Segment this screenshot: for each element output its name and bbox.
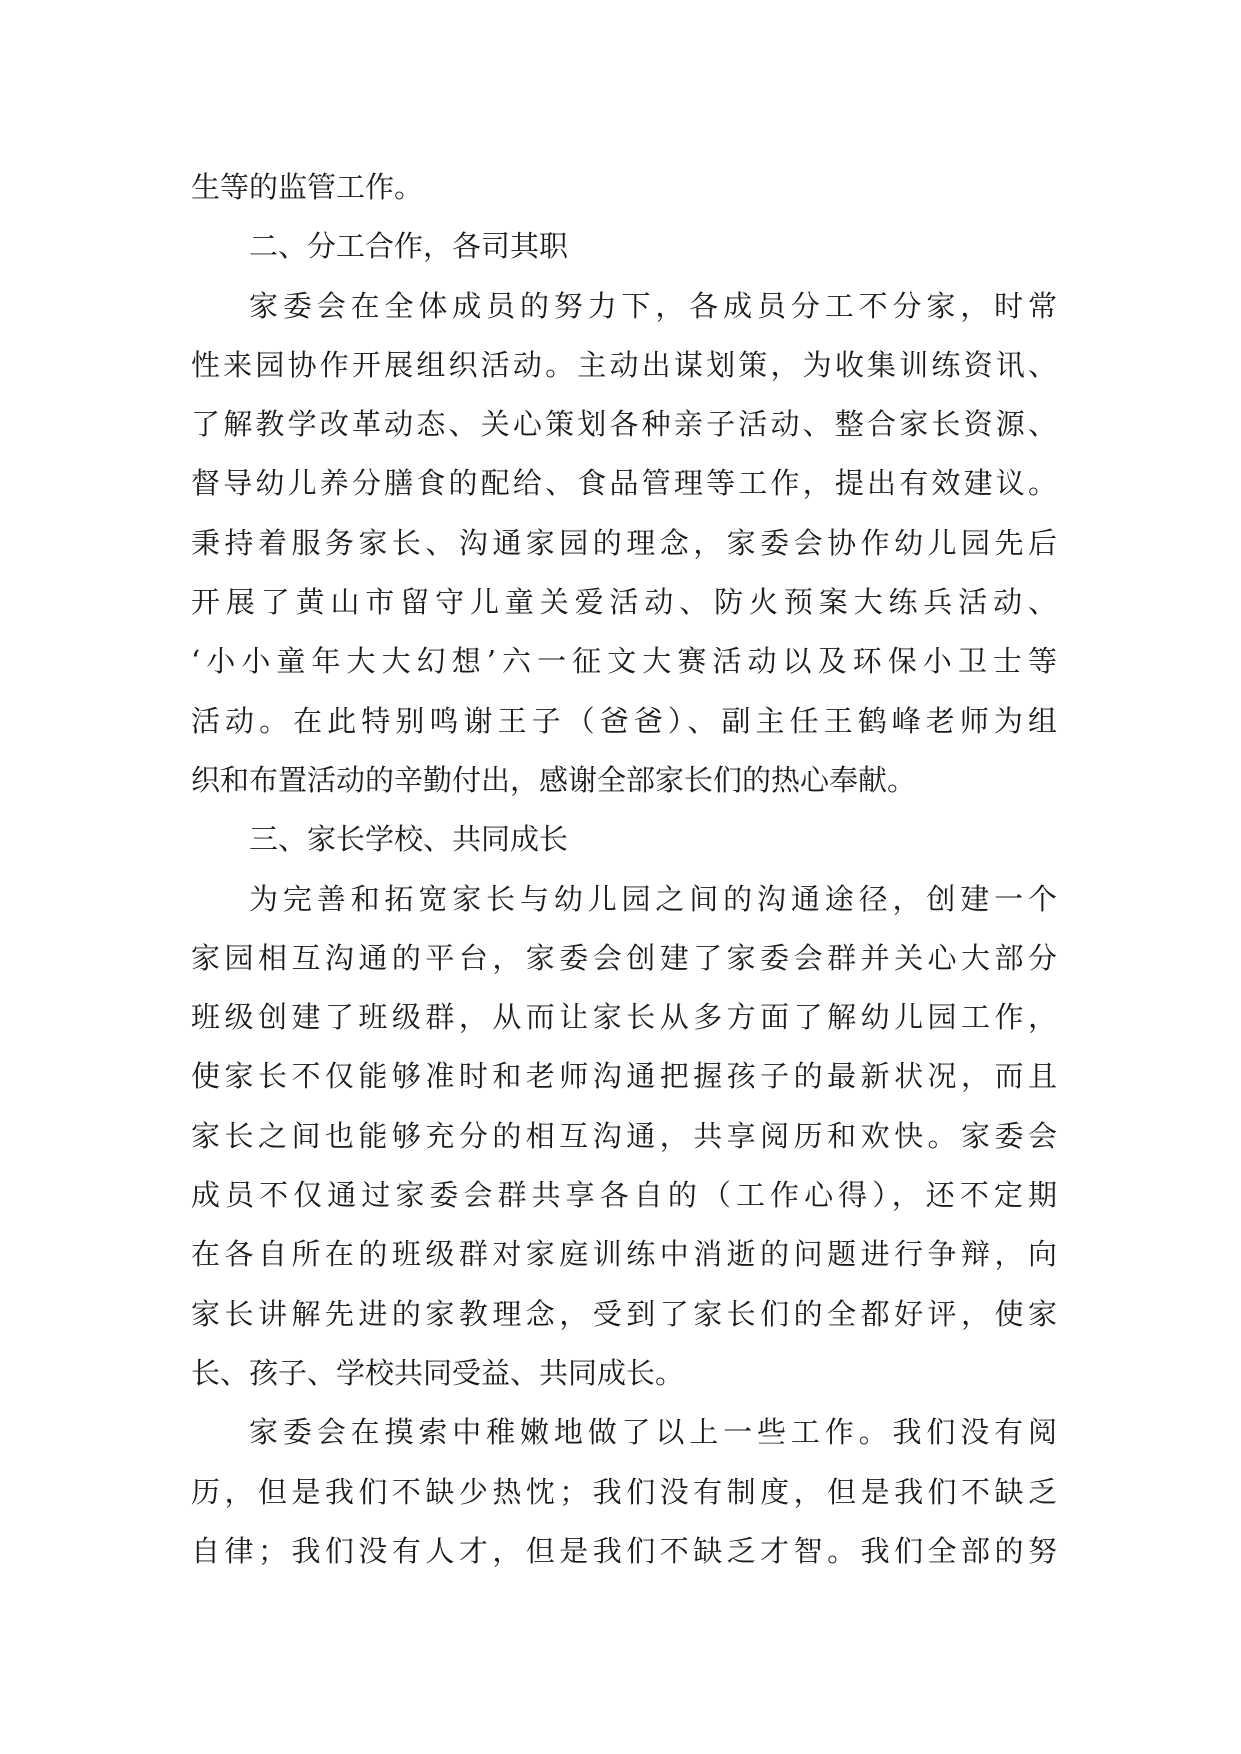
section-heading: 二、分工合作，各司其职 <box>249 229 569 264</box>
text-line: 长、孩子、学校共同受益、共同成长。 <box>191 1355 685 1390</box>
text-line: 秉持着服务家长、沟通家园的理念，家委会协作幼儿园先后 <box>191 525 1057 560</box>
text-line: 性来园协作开展组织活动。主动出谋划策，为收集训练资讯、 <box>191 347 1057 382</box>
text-line: 家长之间也能够充分的相互沟通，共享阅历和欢快。家委会 <box>191 1118 1057 1153</box>
text-line: 开展了黄山市留守儿童关爱活动、防火预案大练兵活动、 <box>191 585 1057 620</box>
text-line: 班级创建了班级群，从而让家长从多方面了解幼儿园工作， <box>191 1000 1057 1035</box>
text-line: 织和布置活动的辛勤付出，感谢全部家长们的热心奉献。 <box>191 762 917 797</box>
text-line: 家委会在摸索中稚嫩地做了以上一些工作。我们没有阅 <box>249 1415 1057 1450</box>
text-line: 了解教学改革动态、关心策划各种亲子活动、整合家长资源、 <box>191 407 1057 442</box>
text-line: 家园相互沟通的平台，家委会创建了家委会群并关心大部分 <box>191 940 1057 975</box>
text-line: 家委会在全体成员的努力下，各成员分工不分家，时常 <box>249 288 1057 323</box>
text-line: 督导幼儿养分膳食的配给、食品管理等工作，提出有效建议。 <box>191 466 1057 501</box>
text-line: 在各自所在的班级群对家庭训练中消逝的问题进行争辩，向 <box>191 1237 1057 1272</box>
text-line: 活动。在此特别鸣谢王子（爸爸）、副主任王鹤峰老师为组 <box>191 703 1057 738</box>
text-line: 为完善和拓宽家长与幼儿园之间的沟通途径，创建一个 <box>249 881 1057 916</box>
text-line: 历，但是我们不缺少热忱；我们没有制度，但是我们不缺乏 <box>191 1474 1057 1509</box>
text-line: 家长讲解先进的家教理念，受到了家长们的全都好评，使家 <box>191 1296 1057 1331</box>
section-heading: 三、家长学校、共同成长 <box>249 822 569 857</box>
text-line: ‘小小童年大大幻想’六一征文大赛活动以及环保小卫士等 <box>191 644 1057 679</box>
text-line: 生等的监管工作。 <box>191 170 424 204</box>
text-line: 成员不仅通过家委会群共享各自的（工作心得），还不定期 <box>191 1178 1057 1213</box>
document-body <box>191 158 1057 1581</box>
text-line: 使家长不仅能够准时和老师沟通把握孩子的最新状况，而且 <box>191 1059 1057 1094</box>
text-line: 自律；我们没有人才，但是我们不缺乏才智。我们全部的努 <box>191 1533 1057 1568</box>
